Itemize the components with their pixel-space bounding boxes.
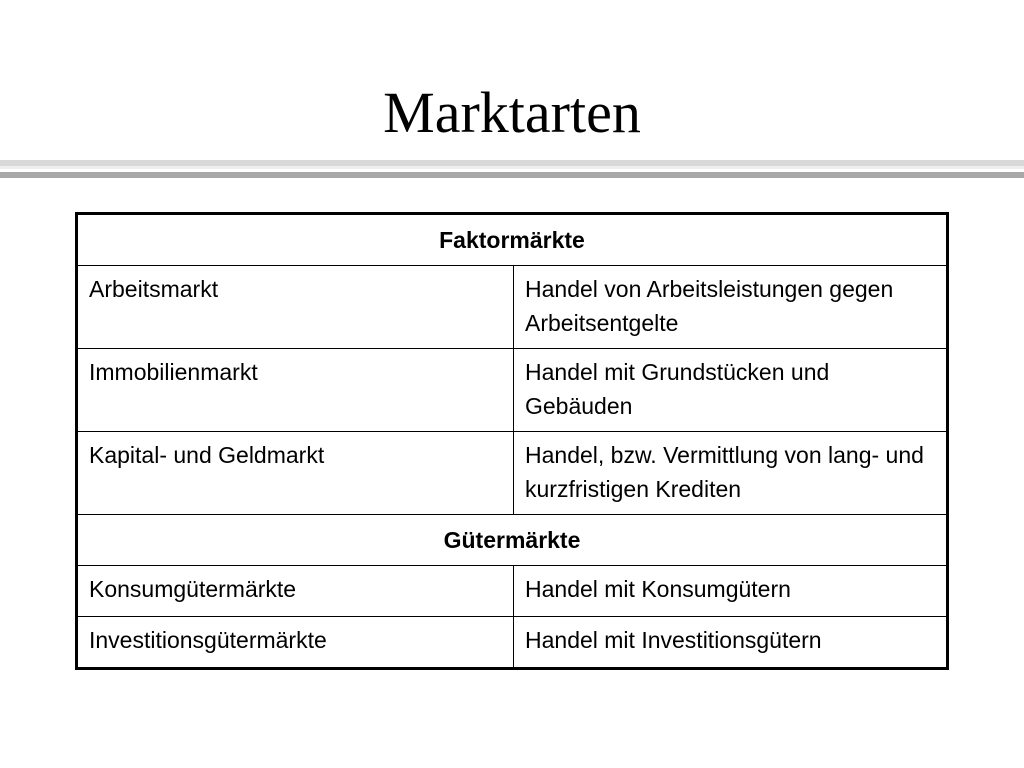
market-types-table: [75, 212, 949, 670]
market-name-cell: Arbeitsmarkt: [77, 266, 514, 349]
market-description-cell: Handel mit Investitionsgütern: [514, 617, 948, 669]
table-row: [77, 349, 948, 432]
market-description-cell: Handel, bzw. Vermittlung von lang- und kurzfristigen Krediten: [514, 432, 948, 515]
table-row: [77, 432, 948, 515]
market-description-cell: Handel mit Konsumgütern: [514, 566, 948, 617]
section-heading-faktormaerkte: Faktormärkte: [77, 214, 948, 266]
market-description-cell: Handel mit Grundstücken und Gebäuden: [514, 349, 948, 432]
market-name-cell: Konsumgütermärkte: [77, 566, 514, 617]
market-name-cell: Immobilienmarkt: [77, 349, 514, 432]
market-name-cell: Kapital- und Geldmarkt: [77, 432, 514, 515]
slide-title: Marktarten: [383, 80, 641, 145]
title-divider-middle: [0, 166, 1024, 169]
table-row: [77, 617, 948, 669]
table-row: [77, 266, 948, 349]
market-description-cell: Handel von Arbeitsleistungen gegen Arbeitsentgelte: [514, 266, 948, 349]
section-header-row: [77, 214, 948, 266]
title-divider-bottom: [0, 172, 1024, 178]
market-name-cell: Investitionsgütermärkte: [77, 617, 514, 669]
table-row: [77, 566, 948, 617]
section-heading-guetermaerkte: Gütermärkte: [77, 515, 948, 566]
section-header-row: [77, 515, 948, 566]
